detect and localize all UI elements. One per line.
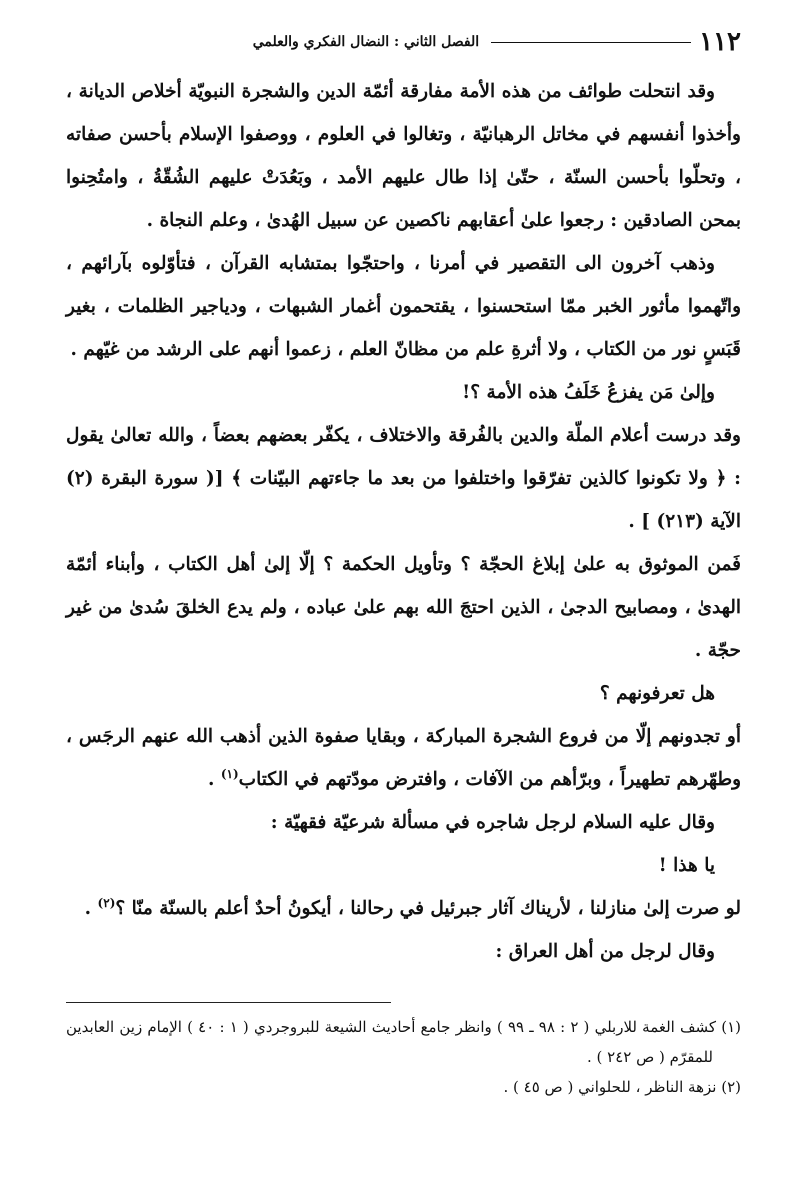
paragraph: يا هذا ! [658,855,715,876]
paragraph: وذهب آخرون الى التقصير في أمرنا ، واحتجّوا بمتشابه القرآن ، فتأوّلوه بآرائهم ، واتّهموا مأثور الخبر ممّا استحسنوا ، يقتحمون أغمار الشبهات ، ودياجير الظلمات ، بغير قَبَسٍ نور من الكتاب ، ولا أثرةِ علم من مظانّ العلم ، زعموا أنهم على الرشد من غيّهم . [66,253,741,360]
paragraph: وإلىٰ مَن يفزعُ خَلَفُ هذه الأمة ؟! [462,382,715,403]
book-page [66,22,742,1096]
paragraph: أو تجدونهم إلّا من فروع الشجرة المباركة ، وبقايا صفوة الذين أذهب الله عنهم الرجَس ، وطهّرهم تطهيراً ، وبرّأهم من الآفات ، وافترض مودّتهم في الكتاب$^{(١)}$ . [66,726,741,790]
footnote-marker[interactable]: (١) [220,766,239,781]
paragraph: وقد انتحلت طوائف من هذه الأمة مفارقة أئمّة الدين والشجرة النبويّة أخلاص الديانة ، وأخذوا أنفسهم في مخاتل الرهبانيّة ، وتغالوا في العلوم ، ووصفوا الإسلام بأحسن صفاته ، وتحلّوا بأحسن السنّة ، حتّىٰ إذا طال عليهم الأمد ، وبَعُدَتْ عليهم الشُقّةُ ، وامتُحِنوا بمحن الصادقين : رجعوا علىٰ أعقابهم ناكصين عن سبيل الهُدىٰ ، وعلم النجاة . [66,81,741,231]
page-header [66,22,741,62]
paragraph: وقال عليه السلام لرجل شاجره في مسألة شرعيّة فقهيّة : [270,812,715,833]
page-number: ١١٢ [699,27,741,57]
paragraph: وقال لرجل من أهل العراق : [495,941,715,962]
paragraph: وقد درست أعلام الملّة والدين بالفُرقة والاختلاف ، يكفّر بعضهم بعضاً ، والله تعالىٰ يقول : ﴿ ولا تكونوا كالذين تفرّقوا واختلفوا من بعد ما جاءتهم البيّنات ﴾ [( سورة البقرة (٢) الآية (٢١٣) ] . [66,425,741,532]
footnote: (٢) نزهة الناظر ، للحلواني ( ص ٤٥ ) . [503,1078,741,1096]
footnote: (١) كشف الغمة للاربلي ( ٢ : ٩٨ ـ ٩٩ ) وانظر جامع أحاديث الشيعة للبروجردي ( ١ : ٤٠ ) الإمام زين العابدين للمقرّم ( ص ٢٤٢ ) . [66,1018,742,1066]
footnote-marker[interactable]: (٢) [97,895,116,910]
body-text [66,70,741,973]
paragraph: فَمن الموثوق به علىٰ إبلاغ الحجّة ؟ وتأويل الحكمة ؟ إلّا إلىٰ أهل الكتاب ، وأبناء أئمّة الهدىٰ ، ومصابيح الدجىٰ ، الذين احتجَ الله بهم علىٰ عباده ، ولم يدع الخلقَ سُدىٰ من غير حجّة . [66,554,741,661]
header-rule [491,42,691,43]
running-title: الفصل الثاني : النضال الفكري والعلمي [252,34,480,50]
paragraph: لو صرت إلىٰ منازلنا ، لأريناك آثار جبرئيل في رحالنا ، أيكونُ أحدٌ أعلم بالسنّة منّا ؟$^{(٢)}$ . [84,895,741,919]
paragraph: هل تعرفونهم ؟ [599,683,715,704]
footnote-separator [66,1002,391,1003]
footnotes [66,1012,741,1102]
